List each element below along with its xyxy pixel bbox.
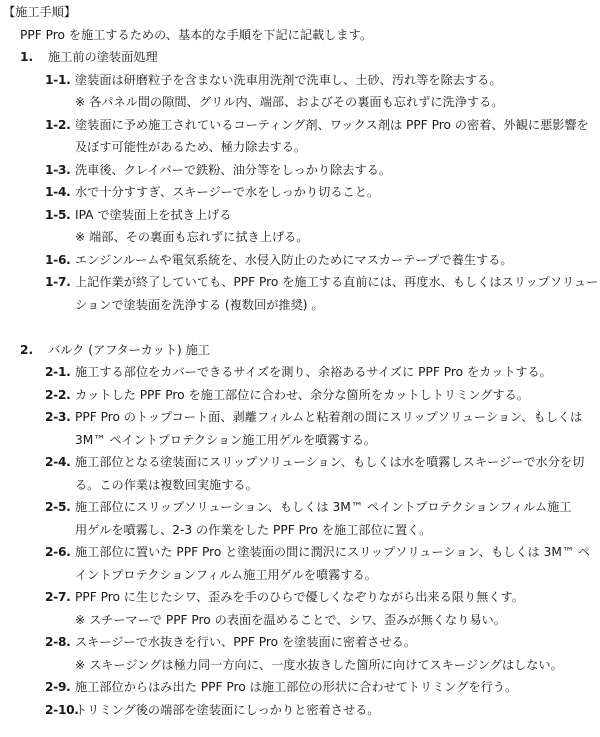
step-item [0, 496, 600, 519]
step-text: 施工部位に置いた PPF Pro と塗装面の間に潤沢にスリップソリューション、もしくは 3M™ ペ [75, 545, 591, 559]
step-item [0, 699, 600, 722]
step-text: PPF Pro のトップコート面、剥離フィルムと粘着剤の間にスリップソリューション、もしくは [75, 410, 583, 424]
step-text-continued: 及ぼす可能性があるため、極力除去する。 [75, 140, 307, 154]
step-text: 塗装面に予め施工されているコーティング剤、ワックス剤は PPF Pro の密着、外観に悪影響を [75, 117, 589, 132]
blank-line [0, 316, 600, 339]
section-title: バルク (アフターカット) 施工 [48, 342, 211, 357]
section-number: 2. [20, 342, 34, 357]
step-number: 1-3. [45, 162, 71, 177]
step-text: 施工部位にスリップソリューション、もしくは 3M™ ペイントプロテクションフィルム施工 [75, 500, 572, 514]
step-text-continued: ションで塗装面を洗浄する (複数回が推奨) 。 [75, 297, 324, 312]
step-number: 2-2. [45, 387, 71, 402]
step-item [0, 271, 600, 294]
step-item [0, 406, 600, 429]
step-number: 1-6. [45, 252, 71, 267]
step-text-continued: 3M™ ペイントプロテクション施工用ゲルを噴霧する。 [75, 432, 377, 447]
step-text-continued: 用ゲルを噴霧し、2-3 の作業をした PPF Pro を施工部位に置く。 [75, 522, 432, 537]
step-text: カットした PPF Pro を施工部位に合わせ、余分な箇所をカットしトリミングする。 [75, 387, 529, 402]
step-number: 1-5. [45, 207, 71, 222]
step-number: 2-6. [45, 545, 71, 559]
procedure-document [0, 1, 600, 721]
step-item [0, 181, 600, 204]
step-item [0, 361, 600, 384]
step-number: 2-7. [45, 590, 71, 604]
step-item [0, 586, 600, 609]
step-number: 2-10. [45, 702, 79, 717]
intro-text: PPF Pro を施工するための、基本的な手順を下記に記載します。 [20, 27, 373, 42]
step-number: 2-9. [45, 680, 71, 694]
step-number: 2-5. [45, 500, 71, 514]
step-number: 2-4. [45, 455, 71, 469]
step-text-continued: る。この作業は複数回実施する。 [75, 477, 258, 492]
step-note: ※ スチーマーで PPF Pro の表面を温めることで、シワ、歪みが無くなり易い。 [75, 612, 506, 627]
step-item [0, 631, 600, 654]
step-item [0, 676, 600, 699]
step-text: PPF Pro に生じたシワ、歪みを手のひらで優しくなぞりながら出来る限り無くす。 [75, 590, 524, 604]
step-text: 水で十分すすぎ、スキージーで水をしっかり切ること。 [75, 185, 380, 199]
step-text-continued: イントプロテクションフィルム施工用ゲルを噴霧する。 [75, 567, 377, 582]
step-text: 施工部位からはみ出た PPF Pro は施工部位の形状に合わせてトリミングを行う。 [75, 680, 518, 694]
step-note: ※ 端部、その裏面も忘れずに拭き上げる。 [75, 230, 309, 244]
step-number: 1-2. [45, 117, 71, 132]
step-number: 1-7. [45, 275, 71, 289]
section-title: 施工前の塗装面処理 [48, 50, 158, 64]
document-title: 【施工手順】 [3, 5, 77, 19]
step-item [0, 541, 600, 564]
step-text: 洗車後、クレイバーで鉄粉、油分等をしっかり除去する。 [75, 162, 392, 177]
section-heading [0, 46, 600, 69]
step-text: トリミング後の端部を塗装面にしっかりと密着させる。 [75, 702, 380, 717]
step-text: 塗装面は研磨粒子を含まない洗車用洗剤で洗車し、土砂、汚れ等を除去する。 [75, 72, 502, 87]
step-text: 上記作業が終了していても、PPF Pro を施工する直前には、再度水、もしくはスリップソリュー [75, 275, 599, 289]
step-item [0, 69, 600, 92]
step-item [0, 249, 600, 272]
section-heading [0, 339, 600, 362]
step-item [0, 451, 600, 474]
step-item [0, 204, 600, 227]
step-number: 1-4. [45, 185, 71, 199]
step-text: IPA で塗装面上を拭き上げる [75, 207, 232, 222]
section-number: 1. [20, 50, 34, 64]
step-text: 施工する部位をカバーできるサイズを測り、余裕あるサイズに PPF Pro をカットする。 [75, 365, 552, 379]
step-text: エンジンルームや電気系統を、水侵入防止のためにマスカーテープで養生する。 [75, 252, 513, 267]
step-item [0, 114, 600, 137]
step-note: ※ 各パネル間の隙間、グリル内、端部、およびその裏面も忘れずに洗浄する。 [75, 95, 504, 109]
step-number: 1-1. [45, 72, 71, 87]
step-number: 2-8. [45, 635, 71, 649]
step-number: 2-3. [45, 410, 71, 424]
sections-container [0, 46, 600, 721]
step-text: 施工部位となる塗装面にスリップソリューション、もしくは水を噴霧しスキージーで水分を切 [75, 455, 585, 469]
step-item [0, 159, 600, 182]
step-text: スキージーで水抜きを行い、PPF Pro を塗装面に密着させる。 [75, 635, 417, 649]
step-note: ※ スキージングは極力同一方向に、一度水抜きした箇所に向けてスキージングはしない。 [75, 657, 563, 672]
step-item [0, 384, 600, 407]
step-number: 2-1. [45, 365, 71, 379]
